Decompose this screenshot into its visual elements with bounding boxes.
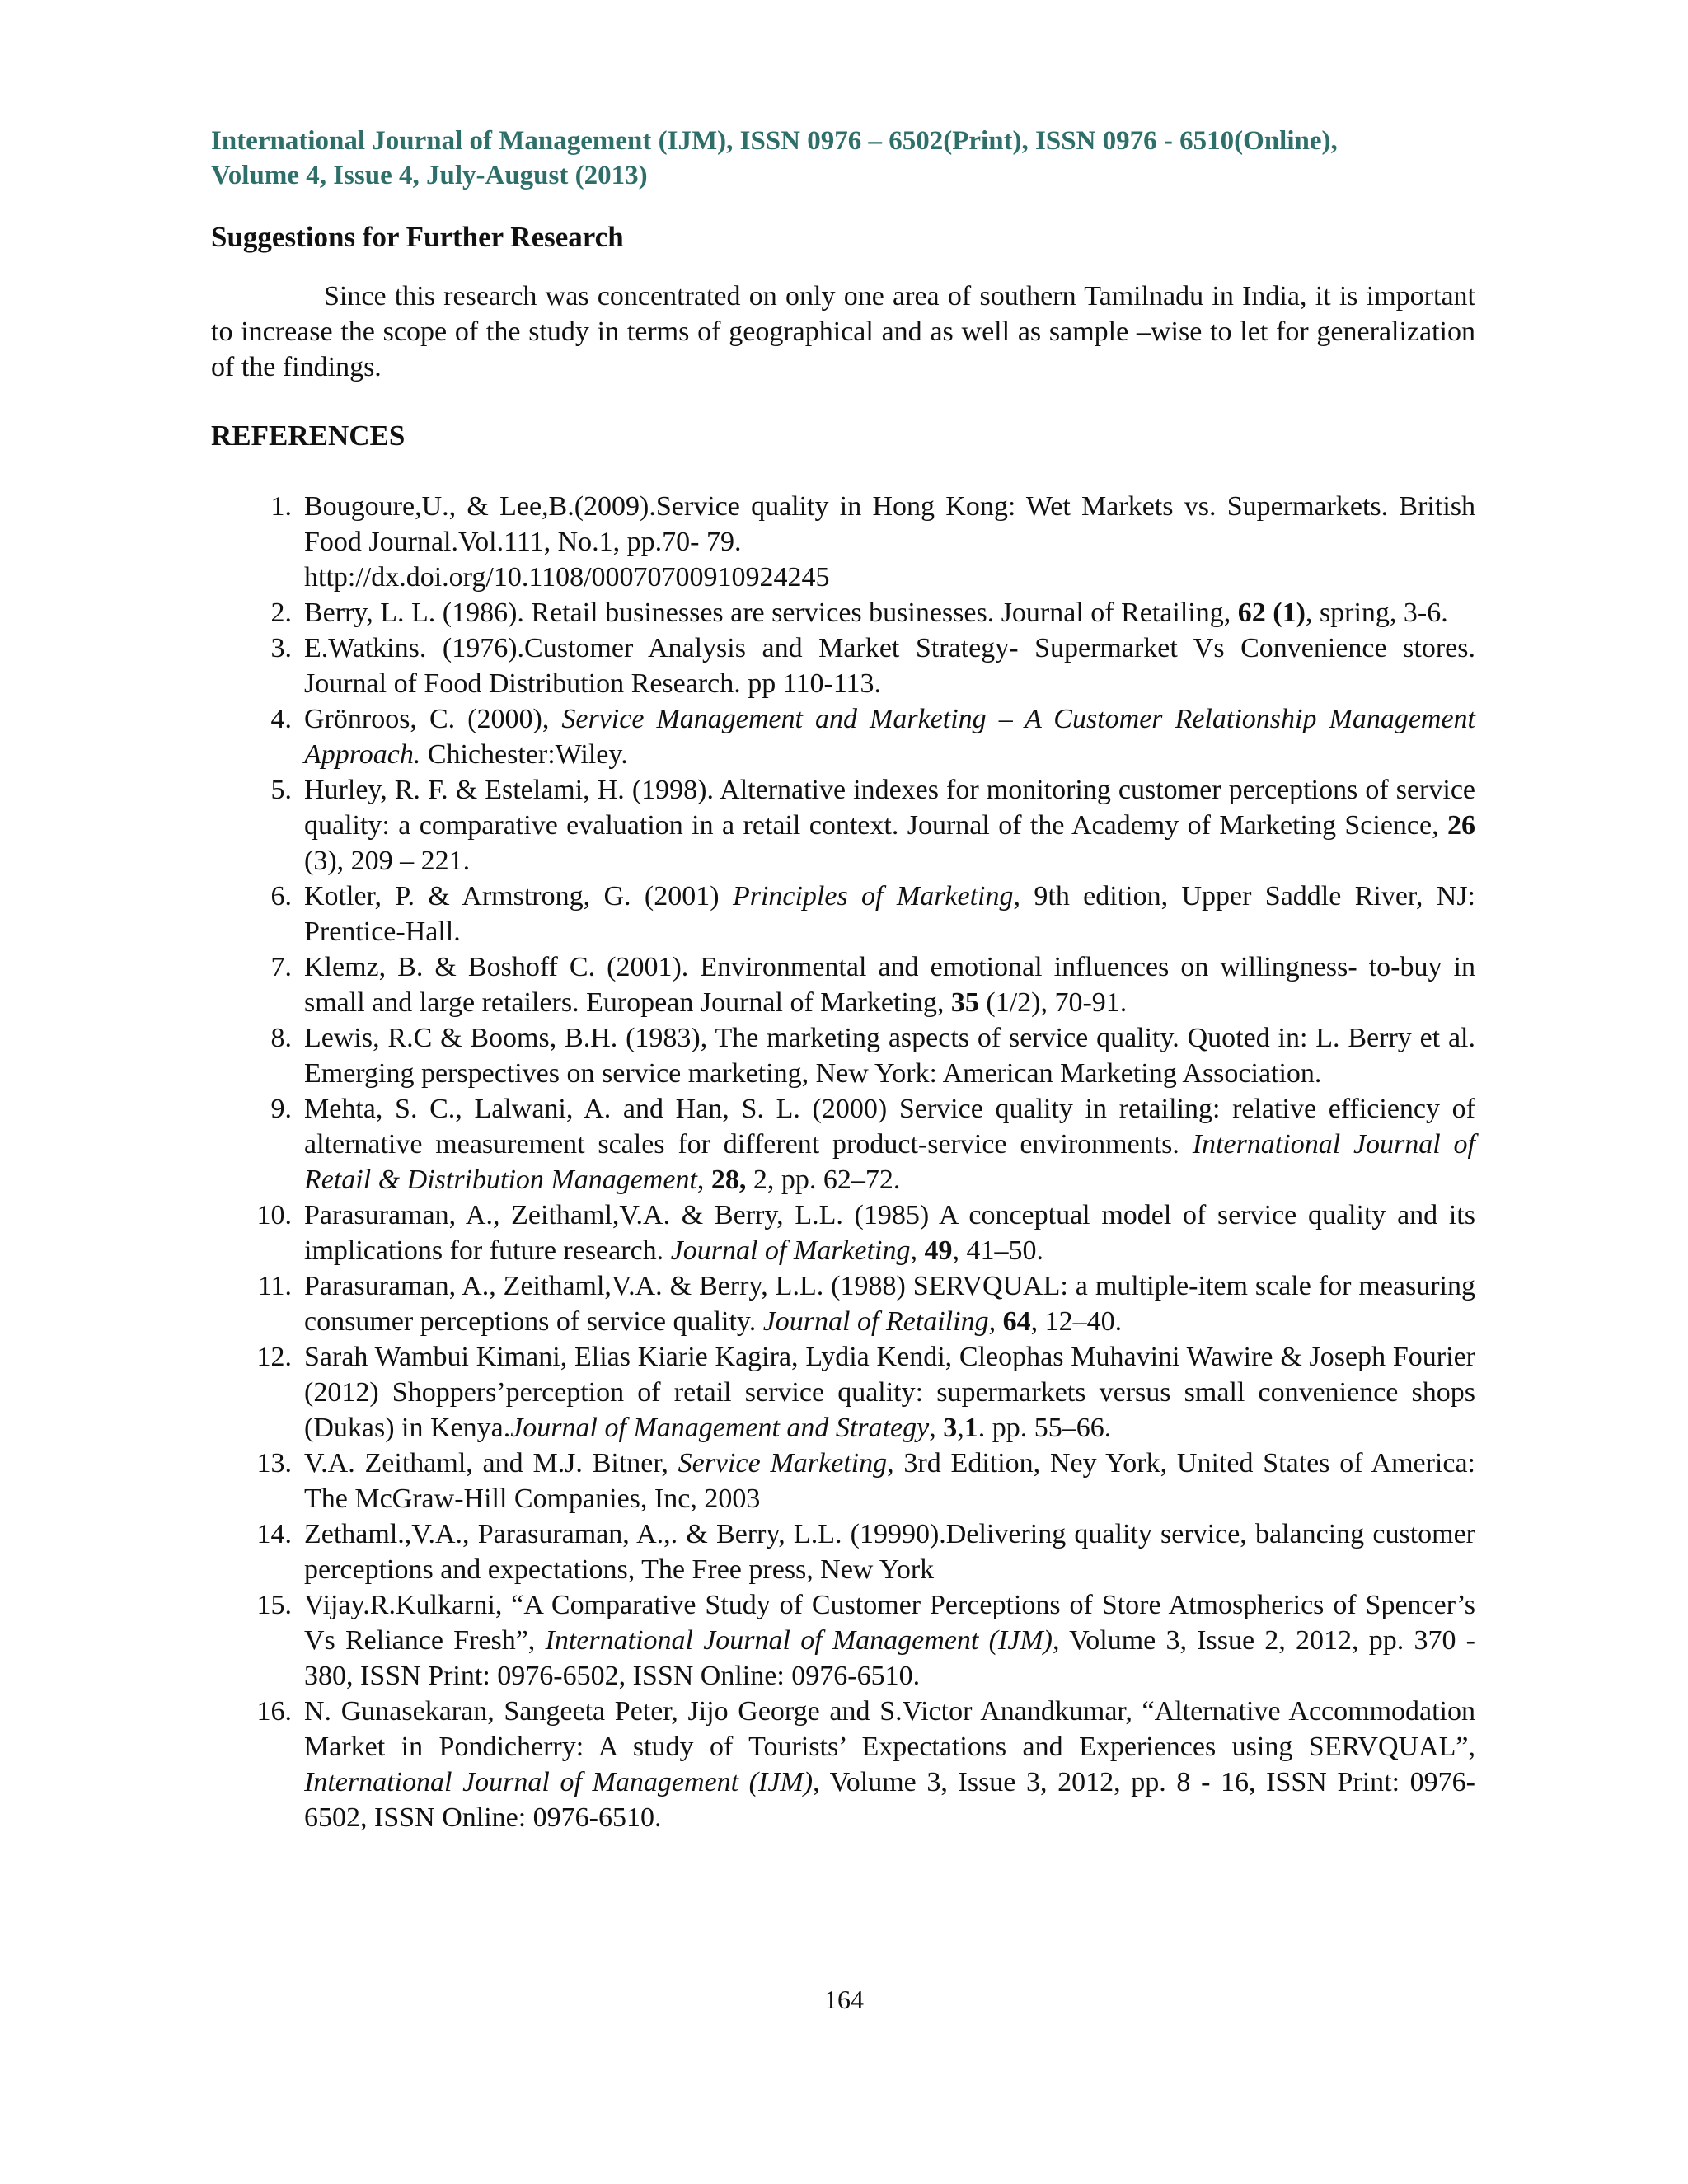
reference-segment: ,	[957, 1413, 964, 1443]
reference-item	[211, 1091, 1475, 1197]
reference-segment: Berry, L. L. (1986). Retail businesses are services businesses. Journal of Retailing,	[304, 598, 1238, 628]
reference-segment: Chichester:Wiley.	[420, 739, 628, 770]
reference-text	[304, 1023, 1475, 1089]
reference-segment: , 12–40.	[1030, 1306, 1123, 1337]
reference-number: 13.	[256, 1448, 292, 1479]
reference-number: 4.	[270, 704, 292, 734]
reference-segment: ,	[696, 1165, 711, 1195]
reference-text	[304, 1590, 1475, 1691]
reference-segment: 62	[1237, 598, 1266, 628]
reference-segment: Kotler, P. & Armstrong, G. (2001)	[304, 881, 733, 912]
reference-segment: International Journal of Management (IJM)	[545, 1625, 1053, 1656]
reference-item	[211, 1339, 1475, 1446]
reference-segment: Zethaml.,V.A., Parasuraman, A.,. & Berry, L.L. (19990).Delivering quality service, balancing customer perceptions and expectations, The Free press, New York	[304, 1519, 1475, 1585]
reference-segment	[1266, 598, 1273, 628]
reference-text	[304, 598, 1448, 628]
reference-number: 3.	[270, 633, 292, 663]
reference-number: 14.	[256, 1519, 292, 1549]
reference-segment: E.Watkins. (1976).Customer Analysis and Market Strategy- Supermarket Vs Convenience stores. Journal of Food Distribution Research. pp 110-113.	[304, 633, 1475, 699]
reference-item	[211, 1268, 1475, 1339]
reference-segment: Mehta, S. C., Lalwani, A. and Han, S. L. (2000) Service quality in retailing: relative efficiency of alternative measurement scales for different product-service environments.	[304, 1094, 1475, 1160]
reference-segment: , Volume 3, Issue 2, 2012, pp. 370 - 380, ISSN Print: 0976-6502, ISSN Online: 0976-6510.	[304, 1625, 1475, 1691]
reference-segment: http://dx.doi.org/10.1108/00070700910924245	[304, 562, 830, 593]
reference-segment	[996, 1306, 1003, 1337]
reference-text	[304, 491, 1475, 593]
reference-segment: . pp. 55–66.	[978, 1413, 1112, 1443]
reference-segment: Klemz, B. & Boshoff C. (2001). Environmental and emotional influences on willingness- to-buy in small and large retailers. European Journal of Marketing,	[304, 952, 1475, 1018]
reference-segment: International Journal of Management (IJM)	[304, 1767, 814, 1797]
reference-text	[304, 1519, 1475, 1585]
reference-text	[304, 633, 1475, 699]
reference-text	[304, 952, 1475, 1018]
reference-number: 2.	[270, 598, 292, 628]
reference-text	[304, 1271, 1475, 1337]
reference-segment: 1	[964, 1413, 978, 1443]
reference-segment: , spring, 3-6.	[1305, 598, 1448, 628]
references-heading: REFERENCES	[211, 419, 406, 452]
journal-header	[211, 124, 1475, 193]
reference-segment: Parasuraman, A., Zeithaml,V.A. & Berry, L.L. (1985) A conceptual model of service quality and its implications for future research.	[304, 1200, 1475, 1266]
reference-item	[211, 595, 1475, 630]
reference-segment: Principles of Marketing,	[732, 881, 1020, 912]
reference-segment: , Volume 3, Issue 3, 2012, pp. 8 - 16, ISSN Print: 0976-6502, ISSN Online: 0976-6510.	[304, 1767, 1476, 1833]
reference-number: 11.	[257, 1271, 292, 1301]
reference-number: 16.	[256, 1696, 292, 1727]
reference-segment: British Food Journal.Vol.111, No.1, pp.70- 79.	[304, 491, 1475, 557]
reference-item	[211, 1446, 1475, 1516]
journal-header-line-1: International Journal of Management (IJM), ISSN 0976 – 6502(Print), ISSN 0976 - 6510(Online),	[211, 126, 1338, 156]
reference-segment: Journal of Retailing,	[762, 1306, 996, 1337]
reference-item	[211, 701, 1475, 772]
reference-item	[211, 1587, 1475, 1694]
reference-segment: (3), 209 – 221.	[304, 846, 471, 876]
reference-segment: Service Marketing	[678, 1448, 888, 1479]
reference-segment: ,	[929, 1413, 944, 1443]
reference-number: 5.	[270, 775, 292, 805]
reference-segment: Bougoure,U., & Lee,B.(2009).Service quality in Hong Kong: Wet Markets vs. Supermarkets.	[304, 491, 1400, 522]
reference-text	[304, 881, 1475, 947]
reference-segment: Sarah Wambui Kimani, Elias Kiarie Kagira, Lydia Kendi, Cleophas Muhavini Wawire & Joseph Fourier (2012) Shoppers’perception of retail service quality: supermarkets versus small convenience shops (Dukas) in Kenya.	[304, 1342, 1475, 1443]
reference-number: 8.	[270, 1023, 292, 1053]
reference-item	[211, 1020, 1475, 1091]
reference-segment: 64	[1002, 1306, 1031, 1337]
reference-segment: , 41–50.	[952, 1235, 1043, 1266]
reference-item	[211, 489, 1475, 595]
journal-header-line-2: Volume 4, Issue 4, July-August (2013)	[211, 161, 648, 190]
page	[211, 124, 1475, 1835]
reference-segment: Journal of Management and Strategy	[510, 1413, 930, 1443]
reference-text	[304, 1448, 1475, 1514]
reference-text	[304, 1342, 1475, 1443]
reference-number: 6.	[270, 881, 292, 912]
reference-text	[304, 775, 1475, 876]
reference-item	[211, 1516, 1475, 1587]
reference-number: 10.	[256, 1200, 292, 1230]
page-number: 164	[824, 1985, 864, 2014]
reference-number: 1.	[270, 491, 292, 522]
reference-segment: Journal of Marketing,	[670, 1235, 917, 1266]
reference-item	[211, 630, 1475, 701]
reference-segment: Grönroos, C. (2000),	[304, 704, 562, 734]
reference-text	[304, 704, 1475, 770]
reference-segment: Lewis, R.C & Booms, B.H. (1983), The marketing aspects of service quality. Quoted in: L. Berry et al. Emerging perspectives on service marketing, New York: American Marketing Association.	[304, 1023, 1475, 1089]
reference-item	[211, 772, 1475, 879]
reference-segment: Hurley, R. F. & Estelami, H. (1998). Alternative indexes for monitoring customer perceptions of service quality: a comparative evaluation in a retail context. Journal of the Academy of Marketing Science,	[304, 775, 1475, 841]
reference-segment: 2, pp. 62–72.	[746, 1165, 901, 1195]
reference-segment: Service Management and Marketing – A Customer Relationship Management Approach.	[304, 704, 1475, 770]
reference-number: 7.	[270, 952, 292, 982]
reference-item	[211, 1197, 1475, 1268]
reference-text	[304, 1094, 1475, 1195]
reference-segment: Parasuraman, A., Zeithaml,V.A. & Berry, L.L. (1988) SERVQUAL: a multiple-item scale for measuring consumer perceptions of service quality.	[304, 1271, 1475, 1337]
reference-list	[211, 489, 1475, 1835]
reference-segment: (1)	[1273, 598, 1306, 628]
reference-segment: , 3rd Edition, Ney York, United States of America: The McGraw-Hill Companies, Inc, 2003	[304, 1448, 1475, 1514]
reference-item	[211, 1694, 1475, 1835]
reference-text	[304, 1696, 1475, 1833]
reference-text	[304, 1200, 1475, 1266]
reference-segment: 3	[943, 1413, 958, 1443]
reference-number: 12.	[256, 1342, 292, 1372]
reference-segment: 28,	[710, 1165, 747, 1195]
suggestions-heading: Suggestions for Further Research	[211, 221, 624, 253]
reference-segment: 26	[1447, 810, 1475, 841]
reference-segment: 35	[950, 987, 979, 1018]
reference-segment: 49	[924, 1235, 953, 1266]
reference-segment: Vijay.R.Kulkarni, “A Comparative Study of Customer Perceptions of Store Atmospherics of Spencer’s Vs Reliance Fresh”,	[304, 1590, 1475, 1656]
reference-segment: 9th edition, Upper Saddle River, NJ: Prentice-Hall.	[304, 881, 1475, 947]
reference-segment	[917, 1235, 925, 1266]
reference-number: 15.	[256, 1590, 292, 1620]
reference-item	[211, 949, 1475, 1020]
reference-item	[211, 879, 1475, 949]
suggestions-paragraph: Since this research was concentrated on only one area of southern Tamilnadu in India, it is important to increase the scope of the study in terms of geographical and as well as sample –wise to let for generalization of the findings.	[211, 281, 1475, 382]
reference-segment: (1/2), 70-91.	[978, 987, 1128, 1018]
reference-number: 9.	[270, 1094, 292, 1124]
reference-segment: International Journal of Retail & Distribution Management	[304, 1129, 1475, 1195]
reference-segment: N. Gunasekaran, Sangeeta Peter, Jijo George and S.Victor Anandkumar, “Alternative Accommodation Market in Pondicherry: A study of Tourists’ Expectations and Experiences using SERVQUAL”,	[304, 1696, 1475, 1762]
reference-segment: V.A. Zeithaml, and M.J. Bitner,	[304, 1448, 678, 1479]
